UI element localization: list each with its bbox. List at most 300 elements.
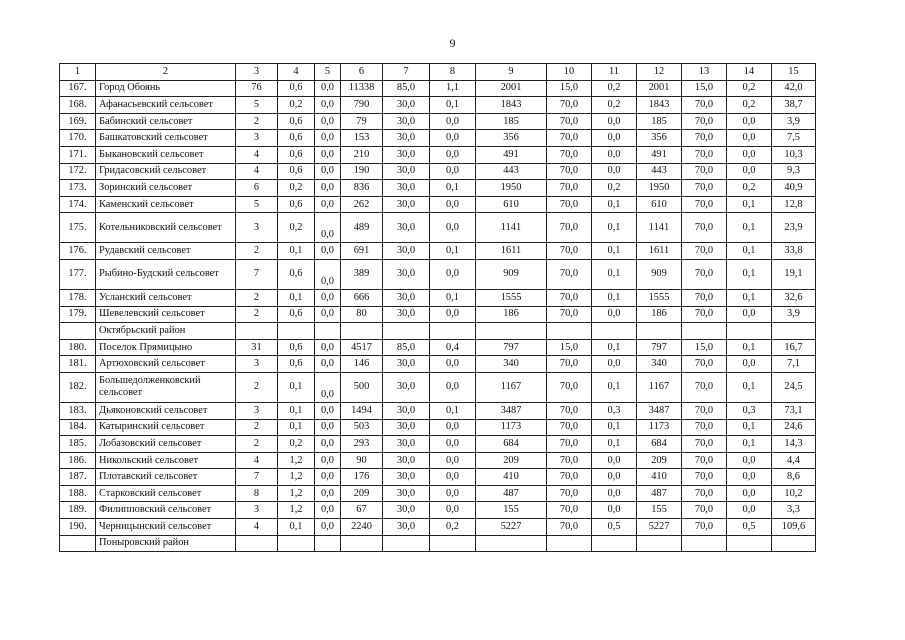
table-cell: 0,1	[727, 213, 772, 243]
table-cell: 0,0	[592, 306, 637, 323]
table-row	[60, 356, 816, 373]
table-cell: 4	[236, 146, 278, 163]
table-cell: 909	[637, 259, 682, 289]
table-row	[60, 519, 816, 536]
table-cell: 70,0	[682, 519, 727, 536]
table-cell	[476, 323, 547, 340]
table-cell: 0,1	[278, 372, 315, 402]
settlement-name: Город Обоянь	[96, 80, 236, 97]
column-header: 12	[637, 64, 682, 81]
table-cell: 0,6	[278, 306, 315, 323]
table-cell	[60, 323, 96, 340]
table-cell: 15,0	[682, 339, 727, 356]
table-cell: 2	[236, 113, 278, 130]
table-cell: 0,0	[727, 485, 772, 502]
table-cell: 503	[341, 419, 383, 436]
table-cell: 76	[236, 80, 278, 97]
table-row	[60, 419, 816, 436]
table-cell: 0,0	[430, 163, 476, 180]
section-row	[60, 323, 816, 340]
table-cell: 70,0	[682, 113, 727, 130]
table-cell: 0,0	[592, 130, 637, 147]
table-cell: 8,6	[772, 469, 816, 486]
table-cell: 1,2	[278, 502, 315, 519]
table-cell: 0,2	[592, 180, 637, 197]
table-cell: 1141	[476, 213, 547, 243]
table-cell: 19,1	[772, 259, 816, 289]
table-cell: 5	[236, 196, 278, 213]
table-cell: 90	[341, 452, 383, 469]
table-cell: 0,1	[592, 196, 637, 213]
table-cell: 0,0	[592, 469, 637, 486]
table-cell: 30,0	[383, 502, 430, 519]
table-cell: 155	[476, 502, 547, 519]
table-cell: 33,8	[772, 243, 816, 260]
column-header: 14	[727, 64, 772, 81]
table-cell: 4	[236, 163, 278, 180]
table-cell: 1167	[476, 372, 547, 402]
table-cell: 0,1	[727, 419, 772, 436]
table-cell: 70,0	[682, 502, 727, 519]
table-cell: 0,0	[315, 436, 341, 453]
table-cell: 7	[236, 259, 278, 289]
table-cell: 30,0	[383, 372, 430, 402]
table-cell: 70,0	[547, 372, 592, 402]
settlement-name: Лобазовский сельсовет	[96, 436, 236, 453]
settlement-name: Плотавский сельсовет	[96, 469, 236, 486]
table-cell: 0,0	[315, 372, 341, 402]
table-cell: 0,0	[315, 419, 341, 436]
table-cell: 0,2	[430, 519, 476, 536]
row-number: 181.	[60, 356, 96, 373]
table-cell: 2	[236, 243, 278, 260]
table-cell: 80	[341, 306, 383, 323]
table-cell: 0,0	[315, 469, 341, 486]
table-cell	[772, 535, 816, 552]
table-cell: 30,0	[383, 97, 430, 114]
table-cell: 70,0	[547, 485, 592, 502]
table-cell	[592, 535, 637, 552]
row-number: 179.	[60, 306, 96, 323]
table-cell: 70,0	[682, 243, 727, 260]
table-cell: 70,0	[547, 180, 592, 197]
table-cell: 1950	[476, 180, 547, 197]
settlement-name: Каменский сельсовет	[96, 196, 236, 213]
table-cell: 0,0	[315, 213, 341, 243]
table-row	[60, 213, 816, 243]
table-cell: 3,3	[772, 502, 816, 519]
table-cell: 30,0	[383, 196, 430, 213]
table-cell: 0,1	[430, 289, 476, 306]
table-cell: 0,6	[278, 130, 315, 147]
settlement-name: Гридасовский сельсовет	[96, 163, 236, 180]
table-cell: 38,7	[772, 97, 816, 114]
section-row	[60, 535, 816, 552]
row-number: 189.	[60, 502, 96, 519]
column-header: 4	[278, 64, 315, 81]
table-cell: 0,1	[727, 372, 772, 402]
table-cell: 293	[341, 436, 383, 453]
table-cell: 4	[236, 519, 278, 536]
table-cell: 0,1	[592, 289, 637, 306]
table-cell: 0,0	[727, 356, 772, 373]
table-cell: 0,1	[430, 97, 476, 114]
table-cell: 0,0	[430, 419, 476, 436]
table-cell: 67	[341, 502, 383, 519]
table-cell: 0,1	[592, 213, 637, 243]
table-row	[60, 372, 816, 402]
table-cell: 262	[341, 196, 383, 213]
table-cell: 1,2	[278, 452, 315, 469]
table-cell: 0,2	[727, 80, 772, 97]
table-cell: 14,3	[772, 436, 816, 453]
row-number: 171.	[60, 146, 96, 163]
row-number: 176.	[60, 243, 96, 260]
table-cell: 443	[476, 163, 547, 180]
table-cell: 210	[341, 146, 383, 163]
table-cell: 3	[236, 502, 278, 519]
table-cell: 15,0	[547, 339, 592, 356]
settlement-name: Рудавский сельсовет	[96, 243, 236, 260]
table-cell: 70,0	[682, 289, 727, 306]
table-cell: 5	[236, 97, 278, 114]
table-row	[60, 113, 816, 130]
column-header: 13	[682, 64, 727, 81]
table-cell: 30,0	[383, 519, 430, 536]
settlement-name: Рыбино-Будский сельсовет	[96, 259, 236, 289]
table-row	[60, 402, 816, 419]
table-cell: 1494	[341, 402, 383, 419]
table-cell: 0,0	[592, 485, 637, 502]
table-cell: 10,3	[772, 146, 816, 163]
table-cell: 40,9	[772, 180, 816, 197]
settlement-name: Филипповский сельсовет	[96, 502, 236, 519]
table-cell: 0,0	[315, 146, 341, 163]
table-cell: 0,0	[727, 113, 772, 130]
table-cell	[476, 535, 547, 552]
table-cell: 797	[637, 339, 682, 356]
table-cell: 0,0	[315, 289, 341, 306]
table-cell: 79	[341, 113, 383, 130]
table-cell: 0,1	[278, 289, 315, 306]
table-cell: 0,6	[278, 163, 315, 180]
table-cell: 3487	[476, 402, 547, 419]
table-cell: 30,0	[383, 452, 430, 469]
column-header: 11	[592, 64, 637, 81]
table-cell: 30,0	[383, 436, 430, 453]
table-cell: 70,0	[682, 419, 727, 436]
table-cell: 15,0	[682, 80, 727, 97]
table-cell: 8	[236, 485, 278, 502]
row-number: 186.	[60, 452, 96, 469]
column-header: 9	[476, 64, 547, 81]
table-cell: 85,0	[383, 339, 430, 356]
table-cell: 0,6	[278, 259, 315, 289]
table-cell: 2001	[637, 80, 682, 97]
table-cell: 1,2	[278, 485, 315, 502]
table-cell: 70,0	[547, 163, 592, 180]
table-cell	[592, 323, 637, 340]
table-cell: 410	[476, 469, 547, 486]
table-cell: 389	[341, 259, 383, 289]
table-cell: 2240	[341, 519, 383, 536]
table-row	[60, 339, 816, 356]
header-row	[60, 64, 816, 81]
table-cell: 0,5	[727, 519, 772, 536]
table-cell: 31	[236, 339, 278, 356]
table-cell: 0,0	[430, 469, 476, 486]
table-cell: 70,0	[682, 469, 727, 486]
table-cell: 70,0	[547, 146, 592, 163]
table-cell: 30,0	[383, 289, 430, 306]
table-row	[60, 180, 816, 197]
table-cell: 70,0	[547, 356, 592, 373]
table-cell: 15,0	[547, 80, 592, 97]
table-cell: 1555	[637, 289, 682, 306]
table-cell: 0,0	[315, 356, 341, 373]
table-cell: 1141	[637, 213, 682, 243]
table-cell: 0,2	[278, 436, 315, 453]
table-row	[60, 163, 816, 180]
table-cell: 32,6	[772, 289, 816, 306]
table-cell: 70,0	[682, 356, 727, 373]
table-cell: 209	[637, 452, 682, 469]
table-cell	[430, 535, 476, 552]
district-title: Октябрьский район	[96, 323, 236, 340]
table-cell: 30,0	[383, 213, 430, 243]
table-cell: 790	[341, 97, 383, 114]
table-row	[60, 97, 816, 114]
table-cell: 70,0	[682, 452, 727, 469]
table-cell: 7,5	[772, 130, 816, 147]
table-cell: 70,0	[682, 130, 727, 147]
table-cell: 3	[236, 213, 278, 243]
table-cell: 0,6	[278, 146, 315, 163]
settlement-name: Никольский сельсовет	[96, 452, 236, 469]
table-cell: 2	[236, 306, 278, 323]
table-cell: 0,0	[430, 113, 476, 130]
row-number: 190.	[60, 519, 96, 536]
table-cell: 1555	[476, 289, 547, 306]
table-cell: 70,0	[547, 519, 592, 536]
table-cell: 42,0	[772, 80, 816, 97]
settlement-name: Черницынский сельсовет	[96, 519, 236, 536]
table-cell: 155	[637, 502, 682, 519]
table-cell: 190	[341, 163, 383, 180]
table-cell	[236, 535, 278, 552]
table-cell: 0,1	[278, 419, 315, 436]
table-cell: 70,0	[682, 485, 727, 502]
row-number: 167.	[60, 80, 96, 97]
table-cell: 0,1	[727, 289, 772, 306]
table-cell	[547, 535, 592, 552]
table-cell: 2	[236, 436, 278, 453]
table-cell: 23,9	[772, 213, 816, 243]
row-number: 182.	[60, 372, 96, 402]
table-cell: 0,0	[315, 163, 341, 180]
table-cell: 0,0	[430, 146, 476, 163]
table-cell: 30,0	[383, 259, 430, 289]
column-header: 5	[315, 64, 341, 81]
table-cell: 1173	[476, 419, 547, 436]
settlement-name: Бабинский сельсовет	[96, 113, 236, 130]
table-cell: 70,0	[682, 402, 727, 419]
table-row	[60, 306, 816, 323]
table-row	[60, 130, 816, 147]
table-cell: 209	[341, 485, 383, 502]
table-cell: 0,0	[727, 452, 772, 469]
table-cell: 0,0	[315, 97, 341, 114]
table-cell: 0,1	[430, 243, 476, 260]
table-row	[60, 485, 816, 502]
table-cell	[430, 323, 476, 340]
table-cell: 0,0	[430, 196, 476, 213]
table-cell: 3,9	[772, 306, 816, 323]
table-cell: 7,1	[772, 356, 816, 373]
table-cell: 0,1	[592, 259, 637, 289]
table-cell: 30,0	[383, 113, 430, 130]
table-cell: 0,0	[430, 372, 476, 402]
table-cell: 0,0	[315, 306, 341, 323]
table-cell: 0,3	[592, 402, 637, 419]
table-cell: 0,1	[727, 339, 772, 356]
settlement-name: Котельниковский сельсовет	[96, 213, 236, 243]
table-cell: 1611	[637, 243, 682, 260]
table-cell: 0,0	[592, 452, 637, 469]
table-cell: 443	[637, 163, 682, 180]
district-title: Поныровский район	[96, 535, 236, 552]
table-cell: 0,6	[278, 113, 315, 130]
table-cell: 186	[637, 306, 682, 323]
table-cell: 500	[341, 372, 383, 402]
table-cell	[727, 323, 772, 340]
table-cell: 489	[341, 213, 383, 243]
table-cell: 684	[637, 436, 682, 453]
table-cell: 209	[476, 452, 547, 469]
table-cell	[727, 535, 772, 552]
settlement-name: Быкановский сельсовет	[96, 146, 236, 163]
table-cell: 70,0	[547, 306, 592, 323]
table-cell: 4,4	[772, 452, 816, 469]
table-row	[60, 436, 816, 453]
table-cell: 1843	[476, 97, 547, 114]
row-number: 169.	[60, 113, 96, 130]
table-cell: 0,0	[315, 502, 341, 519]
settlement-name: Поселок Прямицыно	[96, 339, 236, 356]
table-cell	[637, 535, 682, 552]
table-cell: 0,0	[315, 80, 341, 97]
table-cell: 410	[637, 469, 682, 486]
table-row	[60, 243, 816, 260]
table-cell: 0,0	[315, 130, 341, 147]
table-cell	[278, 535, 315, 552]
page-number: 9	[449, 36, 456, 50]
table-cell: 70,0	[547, 259, 592, 289]
table-cell: 0,1	[430, 180, 476, 197]
table-cell: 70,0	[547, 469, 592, 486]
row-number: 188.	[60, 485, 96, 502]
table-cell: 0,1	[278, 519, 315, 536]
table-cell: 340	[476, 356, 547, 373]
column-header: 2	[96, 64, 236, 81]
table-cell: 0,0	[315, 243, 341, 260]
table-cell: 30,0	[383, 163, 430, 180]
table-cell: 186	[476, 306, 547, 323]
table-cell: 3	[236, 130, 278, 147]
table-cell: 5227	[476, 519, 547, 536]
table-cell: 491	[476, 146, 547, 163]
table-cell: 0,0	[315, 452, 341, 469]
table-cell	[341, 535, 383, 552]
row-number: 185.	[60, 436, 96, 453]
table-cell: 70,0	[547, 113, 592, 130]
table-cell: 30,0	[383, 485, 430, 502]
table-cell: 0,0	[727, 306, 772, 323]
table-cell: 0,0	[315, 519, 341, 536]
table-cell: 0,2	[727, 180, 772, 197]
table-cell: 0,2	[727, 97, 772, 114]
table-cell: 0,2	[592, 80, 637, 97]
table-cell: 70,0	[547, 213, 592, 243]
table-cell: 153	[341, 130, 383, 147]
table-cell: 0,0	[727, 163, 772, 180]
table-cell: 0,1	[592, 339, 637, 356]
table-cell: 70,0	[682, 196, 727, 213]
table-cell: 0,0	[727, 502, 772, 519]
table-cell: 30,0	[383, 180, 430, 197]
table-cell	[682, 535, 727, 552]
table-cell: 836	[341, 180, 383, 197]
table-cell: 0,0	[315, 180, 341, 197]
table-cell: 70,0	[547, 130, 592, 147]
table-cell: 73,1	[772, 402, 816, 419]
settlement-name: Усланский сельсовет	[96, 289, 236, 306]
table-cell	[383, 323, 430, 340]
table-cell: 0,0	[430, 259, 476, 289]
table-cell: 2	[236, 372, 278, 402]
table-cell: 0,0	[315, 402, 341, 419]
table-cell: 684	[476, 436, 547, 453]
table-cell: 70,0	[682, 259, 727, 289]
table-cell: 70,0	[682, 213, 727, 243]
table-row	[60, 146, 816, 163]
table-cell: 24,6	[772, 419, 816, 436]
table-cell: 0,2	[278, 213, 315, 243]
table-cell: 70,0	[547, 502, 592, 519]
table-cell	[547, 323, 592, 340]
table-cell: 30,0	[383, 419, 430, 436]
table-cell: 0,0	[727, 130, 772, 147]
table-cell: 0,1	[727, 196, 772, 213]
table-cell: 0,0	[315, 339, 341, 356]
table-cell: 0,2	[592, 97, 637, 114]
table-cell: 70,0	[682, 163, 727, 180]
table-cell: 0,4	[430, 339, 476, 356]
table-row	[60, 469, 816, 486]
table-cell: 0,0	[727, 146, 772, 163]
table-cell: 610	[637, 196, 682, 213]
table-cell: 797	[476, 339, 547, 356]
row-number: 183.	[60, 402, 96, 419]
table-cell: 2	[236, 289, 278, 306]
row-number: 187.	[60, 469, 96, 486]
table-cell: 30,0	[383, 356, 430, 373]
table-row	[60, 80, 816, 97]
settlement-name: Афанасьевский сельсовет	[96, 97, 236, 114]
table-cell	[236, 323, 278, 340]
settlement-name: Старковский сельсовет	[96, 485, 236, 502]
table-cell: 0,1	[592, 243, 637, 260]
